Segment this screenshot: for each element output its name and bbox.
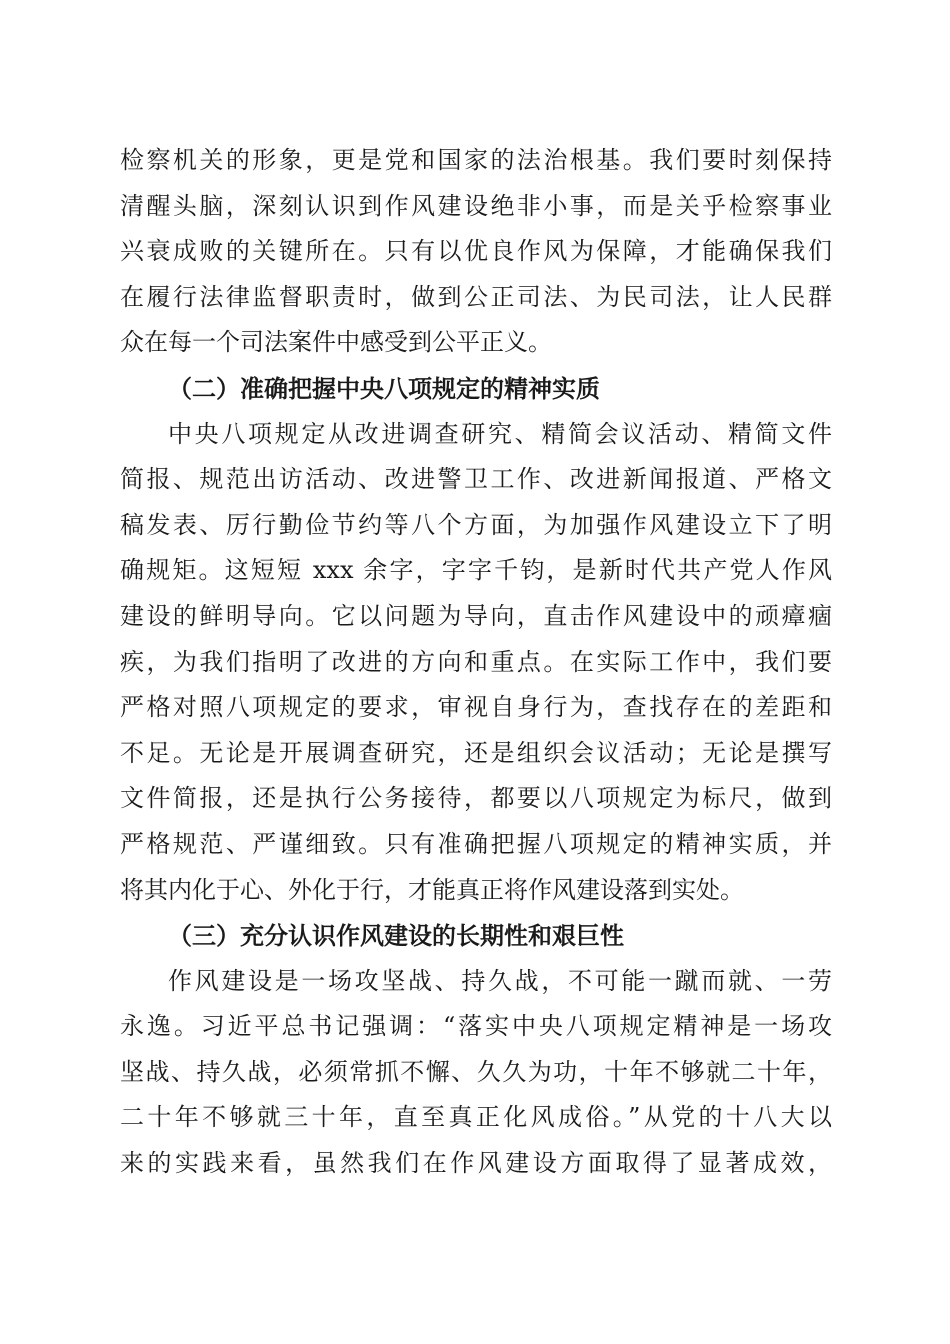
text-line: 兴衰成败的关键所在。只有以优良作风为保障，才能确保我们: [120, 237, 832, 266]
paragraph-2: [120, 412, 832, 914]
text-line: 文件简报，还是执行公务接待，都要以八项规定为标尺，做到: [120, 784, 832, 813]
section-heading-3: （三）充分认识作风建设的长期性和艰巨性: [168, 921, 624, 951]
text-line: 清醒头脑，深刻认识到作风建设绝非小事，而是关乎检察事业: [120, 191, 832, 220]
text-line: 稿发表、厉行勤俭节约等八个方面，为加强作风建设立下了明: [120, 510, 832, 539]
text-line: 检察机关的形象，更是党和国家的法治根基。我们要时刻保持: [120, 146, 832, 174]
text-line: 严格对照八项规定的要求，审视自身行为，查找存在的差距和: [120, 693, 832, 722]
text-line: 严格规范、严谨细致。只有准确把握八项规定的精神实质，并: [120, 829, 832, 858]
paragraph-1: [120, 138, 832, 366]
text-line: 众在每一个司法案件中感受到公平正义。: [120, 328, 552, 357]
text-line: 在履行法律监督职责时，做到公正司法、为民司法，让人民群: [120, 282, 832, 311]
text-line: 建设的鲜明导向。它以问题为导向，直击作风建设中的顽瘴痼: [120, 601, 832, 630]
text-line: 将其内化于心、外化于行，才能真正将作风建设落到实处。: [120, 875, 744, 904]
text-line: 确规矩。这短短 xxx 余字，字字千钧，是新时代共产党人作风: [120, 556, 832, 585]
section-heading-2: （二）准确把握中央八项规定的精神实质: [168, 373, 600, 403]
text-line: 永逸。习近平总书记强调：“落实中央八项规定精神是一场攻: [120, 1012, 832, 1041]
document-page: [120, 138, 832, 1187]
text-line: 来的实践来看，虽然我们在作风建设方面取得了显著成效，: [120, 1149, 832, 1178]
text-line: 坚战、持久战，必须常抓不懈、久久为功，十年不够就二十年，: [120, 1057, 832, 1086]
text-line: 作风建设是一场攻坚战、持久战，不可能一蹴而就、一劳: [168, 966, 832, 995]
text-line: 二十年不够就三十年，直至真正化风成俗。”从党的十八大以: [120, 1103, 832, 1132]
text-line: 中央八项规定从改进调查研究、精简会议活动、精简文件: [168, 419, 832, 448]
paragraph-3: [120, 959, 832, 1187]
text-line: 不足。无论是开展调查研究，还是组织会议活动；无论是撰写: [120, 738, 832, 767]
text-line: 简报、规范出访活动、改进警卫工作、改进新闻报道、严格文: [120, 465, 832, 494]
text-line: 疾，为我们指明了改进的方向和重点。在实际工作中，我们要: [120, 647, 832, 676]
